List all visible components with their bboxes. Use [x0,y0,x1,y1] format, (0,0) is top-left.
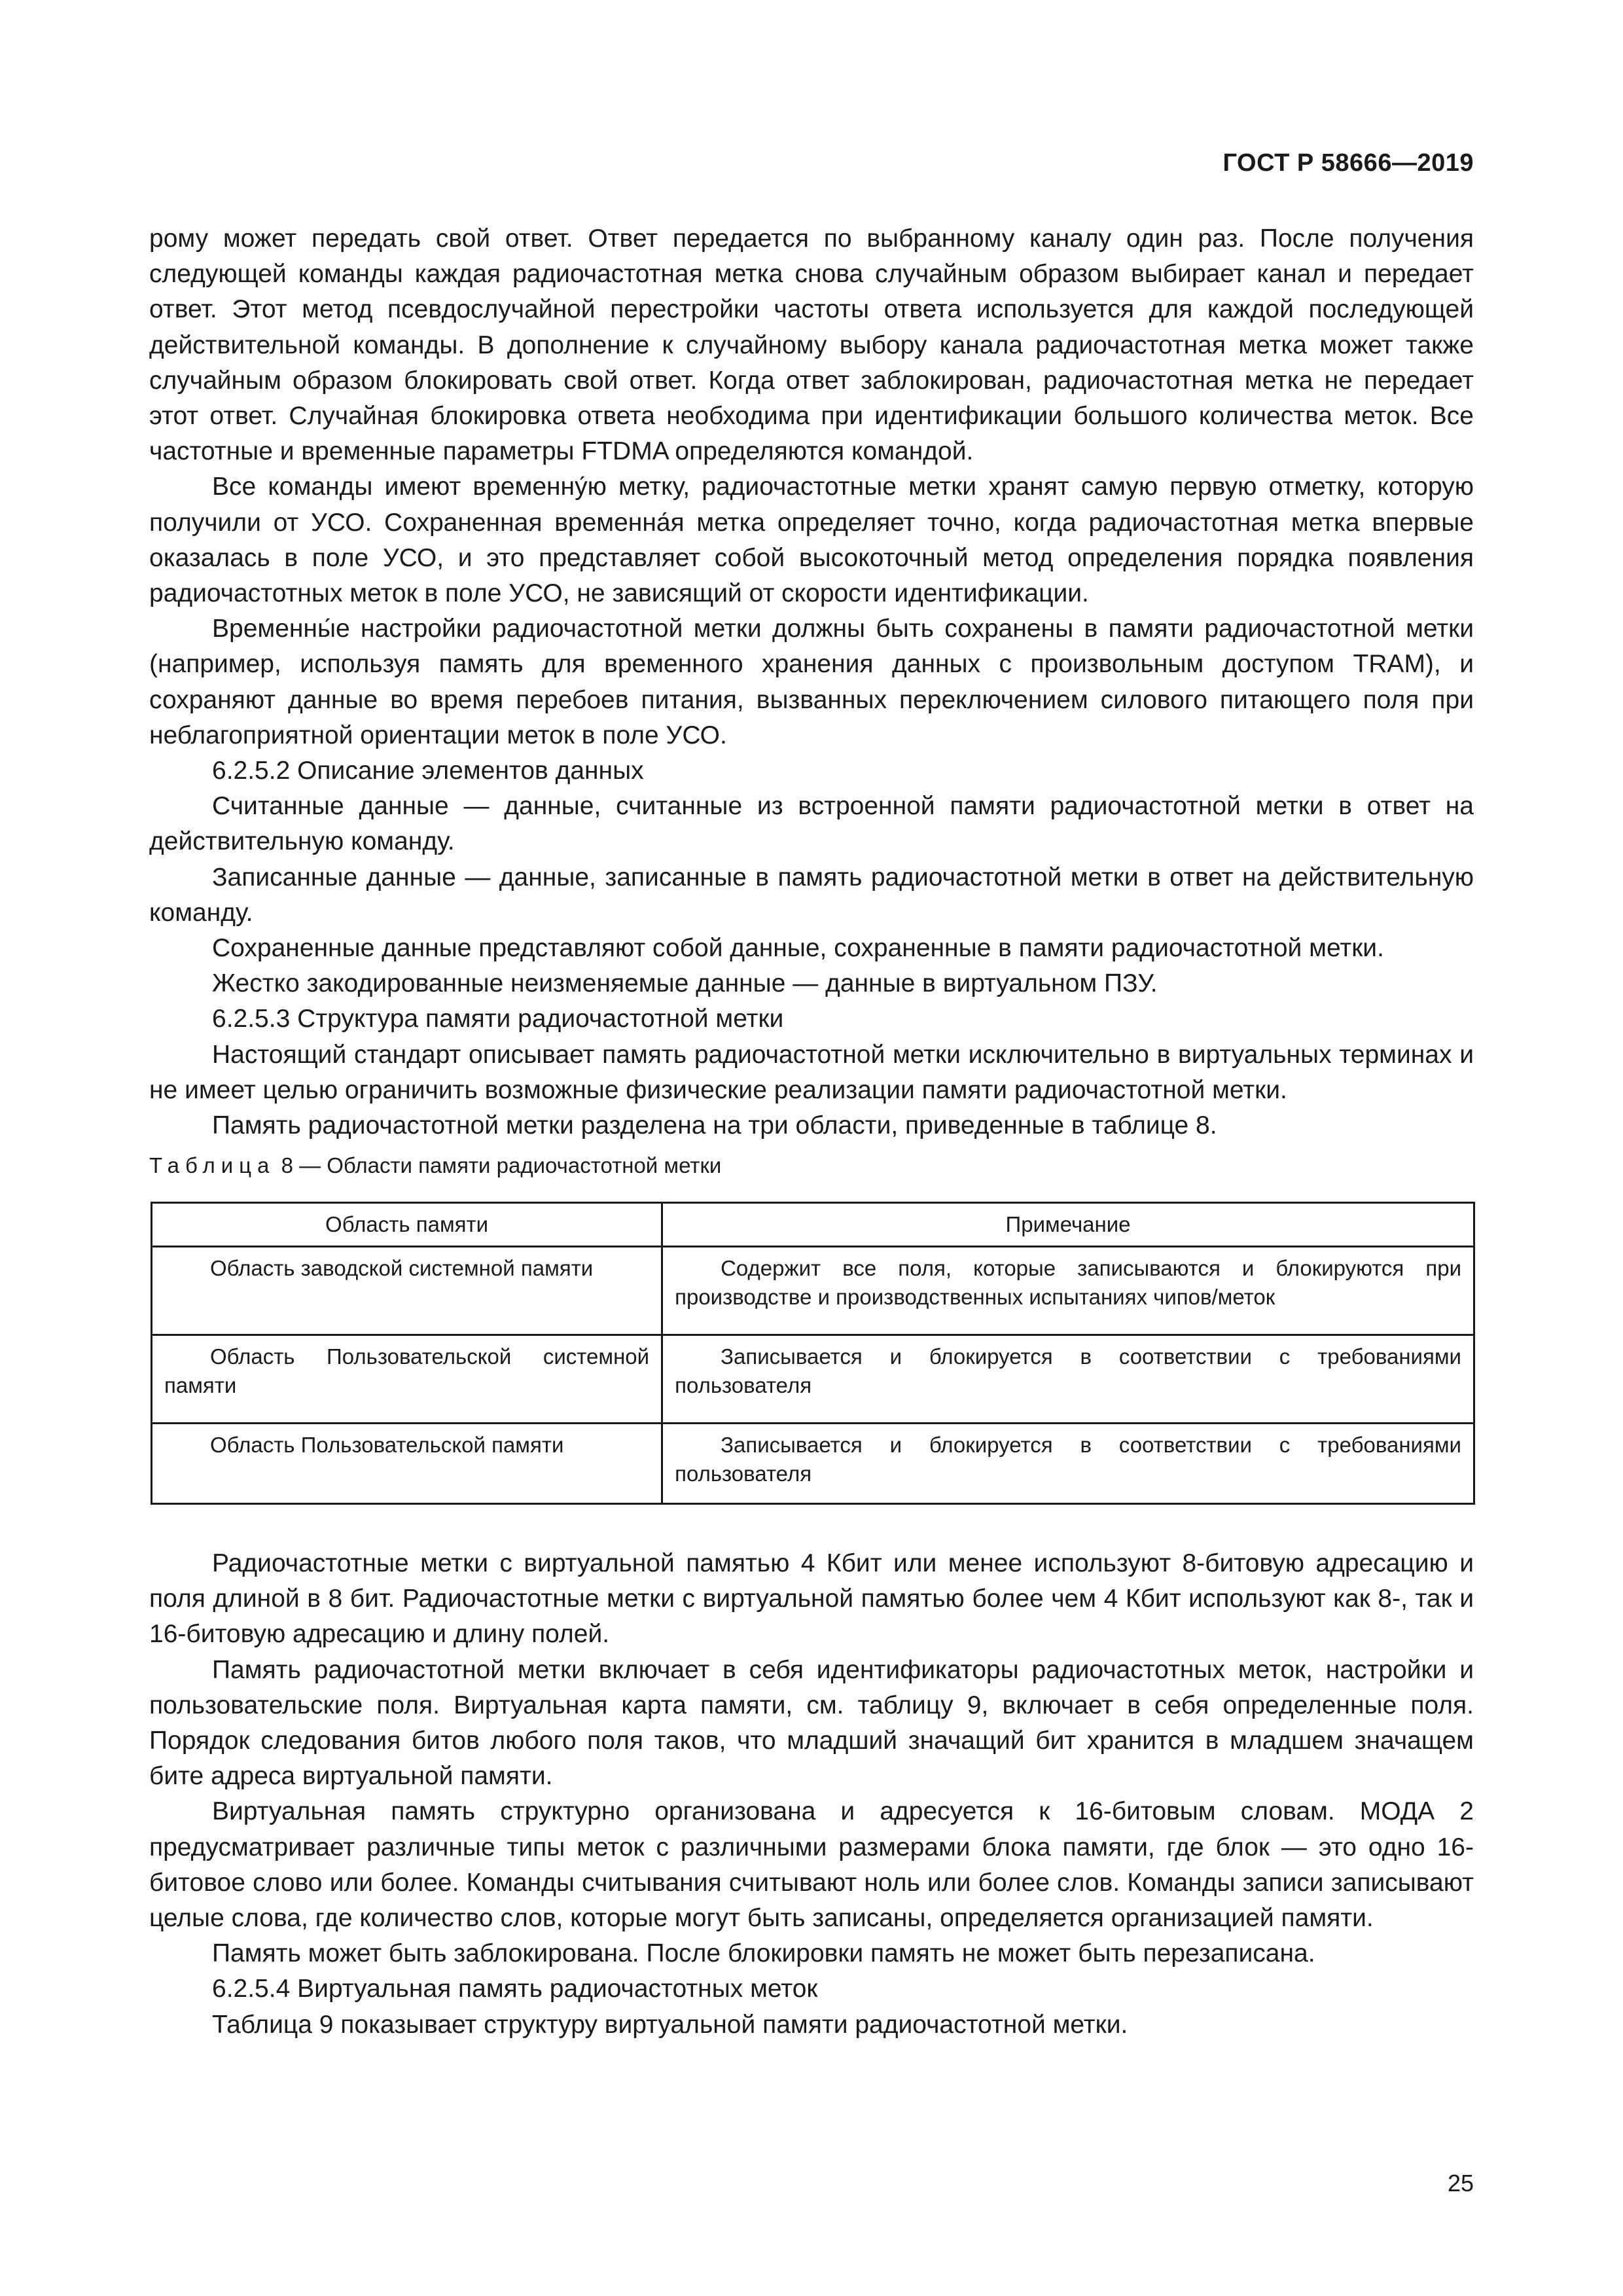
table-cell [152,1335,662,1424]
table-cell [662,1247,1474,1335]
table-cell [662,1424,1474,1504]
paragraph: Сохраненные данные представляют собой данные, сохраненные в памяти радиочастотной метки. [212,934,1384,963]
table-row [152,1247,1474,1335]
paragraph: Память радиочастотной метки разделена на три области, приведенные в таблице 8. [212,1111,1217,1140]
document-standard-id: ГОСТ Р 58666—2019 [1222,149,1474,177]
page-number: 25 [1447,2170,1474,2197]
paragraph: Настоящий стандарт описывает память радиочастотной метки исключительно в виртуальных терминах и не имеет целью ограничить возможные физические реализации памяти радиочастотной метки. [149,1040,1474,1104]
cell-text: Область заводской системной памяти [210,1256,594,1280]
table-caption-title: 8 — Области памяти радиочастотной метки [281,1153,722,1177]
table-caption [149,1153,721,1178]
cell-text: Область Пользовательской памяти [210,1433,564,1457]
section-heading: 6.2.5.3 Структура памяти радиочастотной метки [212,1005,784,1033]
table-row [152,1424,1474,1504]
memory-areas-table [151,1202,1475,1505]
paragraph: Виртуальная память структурно организована и адресуется к 16-битовым словам. МОДА 2 предусматривает различные типы меток с различными размерами блока памяти, где блок — это одно 16-битовое слово или более. Команды считывания считывают ноль или более слов. Команды записи записывают целые слова, где количество слов, которые могут быть записаны, определяется организацией памяти. [149,1797,1474,1933]
column-header-memory-area: Область памяти [152,1203,662,1247]
table-header-row [152,1203,1474,1247]
section-heading: 6.2.5.4 Виртуальная память радиочастотных меток [212,1975,818,2003]
cell-text: Записывается и блокируется в соответствии с требованиями пользователя [675,1344,1461,1397]
table-row [152,1335,1474,1424]
paragraph: Все команды имеют временну́ю метку, радиочастотные метки хранят самую первую отметку, которую получили от УСО. Сохраненная временна́я метка определяет точно, когда радиочастотная метка впервые оказалась в поле УСО, и это представляет собой высокоточный метод определения порядка появления радиочастотных меток в поле УСО, не зависящий от скорости идентификации. [149,473,1474,608]
paragraph: Жестко закодированные неизменяемые данные — данные в виртуальном ПЗУ. [212,969,1158,998]
cell-text: Область Пользовательской системной памяти [164,1344,650,1397]
paragraph: Память может быть заблокирована. После блокировки память не может быть перезаписана. [212,1939,1315,1968]
body-text-top [149,221,1474,1143]
table-cell [152,1424,662,1504]
table-cell [152,1247,662,1335]
paragraph: рому может передать свой ответ. Ответ передается по выбранному каналу один раз. После получения следующей команды каждая радиочастотная метка снова случайным образом выбирает канал и передает ответ. Этот метод псевдослучайной перестройки частоты ответа используется для каждой последующей действительной команды. В дополнение к случайному выбору канала радиочастотная метка может также случайным образом блокировать свой ответ. Когда ответ заблокирован, радиочастотная метка не передает этот ответ. Случайная блокировка ответа необходима при идентификации большого количества меток. Все частотные и временные параметры FTDMA определяются командой. [149,224,1474,466]
body-text-bottom [149,1546,1474,2043]
cell-text: Содержит все поля, которые записываются и блокируются при производстве и производственных испытаниях чипов/меток [675,1256,1461,1309]
paragraph: Таблица 9 показывает структуру виртуальной памяти радиочастотной метки. [212,2010,1128,2039]
cell-text: Записывается и блокируется в соответствии с требованиями пользователя [675,1433,1461,1486]
table-cell [662,1335,1474,1424]
paragraph: Радиочастотные метки с виртуальной памятью 4 Кбит или менее используют 8-битовую адресацию и поля длиной в 8 бит. Радиочастотные метки с виртуальной памятью более чем 4 Кбит используют как 8-, так и 16-битовую адресацию и длину полей. [149,1549,1474,1649]
column-header-note: Примечание [662,1203,1474,1247]
paragraph: Считанные данные — данные, считанные из встроенной памяти радиочастотной метки в ответ на действительную команду. [149,792,1474,856]
paragraph: Память радиочастотной метки включает в себя идентификаторы радиочастотных меток, настройки и пользовательские поля. Виртуальная карта памяти, см. таблицу 9, включает в себя определенные поля. Порядок следования битов любого поля таков, что младший значащий бит хранится в младшем значащем бите адреса виртуальной памяти. [149,1655,1474,1791]
table-caption-label: Таблица [149,1153,276,1177]
paragraph: Временны́е настройки радиочастотной метки должны быть сохранены в памяти радиочастотной метки (например, используя память для временного хранения данных с произвольным доступом TRAM), и сохраняют данные во время перебоев питания, вызванных переключением силового питающего поля при неблагоприятной ориентации меток в поле УСО. [149,615,1474,749]
paragraph: Записанные данные — данные, записанные в память радиочастотной метки в ответ на действительную команду. [149,863,1474,927]
section-heading: 6.2.5.2 Описание элементов данных [212,757,644,785]
